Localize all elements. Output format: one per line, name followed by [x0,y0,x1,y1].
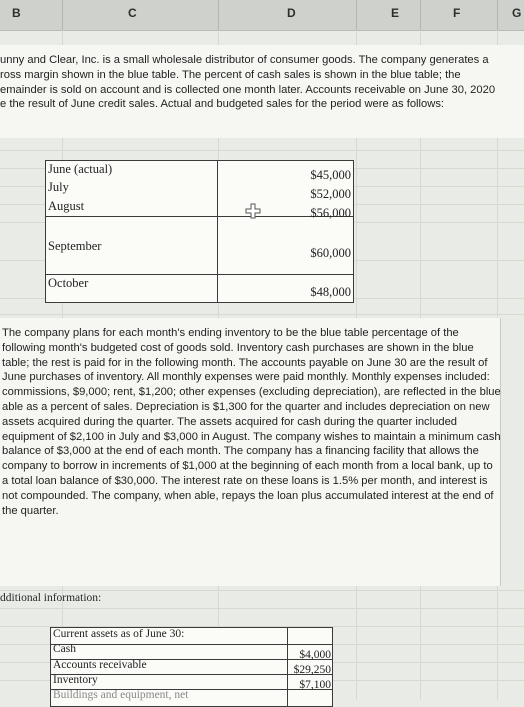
sales-amount-value: $52,000 [310,187,351,201]
assets-row-value: $4,000 [299,649,331,661]
additional-information-label[interactable]: dditional information: [0,592,102,604]
column-header-e[interactable]: E [391,6,400,20]
column-header-b[interactable]: B [12,6,21,20]
intro-line: emainder is sold on account and is collected one month later. Accounts receivable on June 30, 2020 [0,83,496,96]
plan-line: June purchases of inventory. All monthly expenses were paid monthly. Monthly expenses included: [2,371,490,384]
plan-line: not compounded. The company, when able, repays the loan plus accumulated interest at the end of [2,489,494,502]
sales-month-label: August [48,199,85,213]
assets-row-value: $29,250 [293,664,331,676]
column-header-row [0,0,524,31]
column-header-g[interactable]: G [512,6,522,20]
sales-amount-value: $45,000 [310,168,351,182]
sales-amount-value: $56,000 [310,206,351,220]
intro-text-box[interactable] [0,45,524,138]
sales-month-label: October [48,276,89,290]
assets-row-label: Buildings and equipment, net [53,689,189,701]
assets-row-label: Cash [53,643,76,655]
plan-line: commissions, $9,000; rent, $1,200; other expenses (excluding depreciation), are reflected in the blue [2,386,501,399]
plan-line: balance of $3,000 at the end of each month. The company has a financing facility that allows the [2,445,479,458]
intro-line: e the result of June credit sales. Actual and budgeted sales for the period were as follows: [0,98,445,111]
intro-line: unny and Clear, Inc. is a small wholesale distributor of consumer goods. The company generates a [0,54,489,66]
assets-row-value: $7,100 [299,679,331,691]
assets-header: Current assets as of June 30: [53,628,185,640]
plan-line: equipment of $2,100 in July and $3,000 in August. The company wishes to maintain a minimum cash [2,430,501,443]
plan-line: following month's budgeted cost of goods sold. Inventory cash purchases are shown in the blue [2,341,474,354]
sales-amount-value: $48,000 [310,285,351,299]
column-header-d[interactable]: D [287,6,296,20]
plan-line: assets acquired during the quarter. The assets acquired for cash during the quarter included [2,415,458,428]
sales-month-label: June (actual) [48,162,113,176]
sales-month-label: July [48,180,69,194]
plan-line: company to borrow in increments of $1,000 at the beginning of each month from a local bank, up to [2,460,493,473]
plan-line: able as a percent of sales. Depreciation is $1,300 for the quarter and includes depreciation on new [2,400,490,413]
assets-row-label: Accounts receivable [53,659,147,671]
plan-line: The company plans for each month's ending inventory to be the blue table percentage of the [2,327,459,339]
column-header-f[interactable]: F [453,6,461,20]
plan-line: the quarter. [2,504,59,517]
plan-line: a total loan balance of $30,000. The interest rate on these loans is 1.5% per month, and interest is [2,474,488,487]
assets-row-label: Inventory [53,674,98,686]
intro-line: ross margin shown in the blue table. The percent of cash sales is shown in the blue table; the [0,68,461,81]
column-header-c[interactable]: C [128,6,137,20]
crosshair-cursor-icon [245,203,261,219]
sales-amount-value: $60,000 [310,246,351,260]
sales-month-label: September [48,239,102,253]
plan-text-box[interactable] [0,318,501,586]
plan-line: table; the rest is paid for in the following month. The accounts payable on June 30 are the result of [2,356,488,369]
